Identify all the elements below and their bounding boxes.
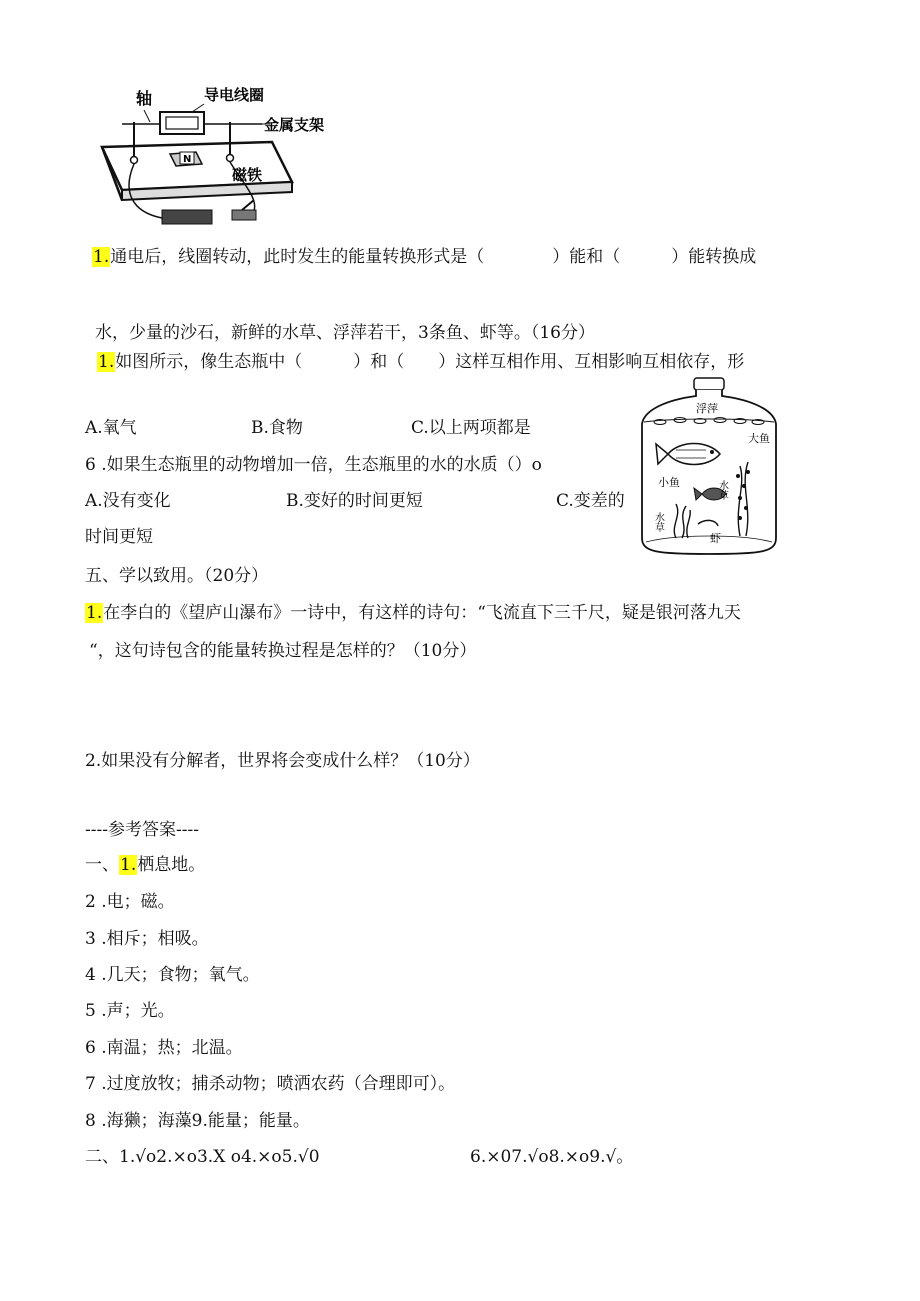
eco-intro: 水，少量的沙石，新鲜的水草、浮萍若干，3条鱼、虾等。（16分） (95, 323, 595, 343)
question-6: 6 .如果生态瓶里的动物增加一倍，生态瓶里的水的水质（）o (85, 455, 542, 475)
answer-4: 4 .几天；食物；氧气。 (85, 965, 260, 985)
answer-5: 5 .声；光。 (85, 1001, 175, 1021)
question-number: 1. (98, 352, 115, 372)
answer-section-2-left: 二、1.√o2.×o3.X o4.×o5.√0 (85, 1147, 320, 1167)
option-c: C.变差的 (556, 491, 625, 511)
answer-section-2-right: 6.×07.√o8.×o9.√。 (470, 1147, 634, 1167)
bracket-label: 金属支架 (264, 116, 325, 134)
answer-3: 3 .相斥；相吸。 (85, 929, 209, 949)
duckweed-label: 浮萍 (696, 402, 718, 415)
question-number: 1. (93, 247, 110, 267)
option-b: B.食物 (251, 418, 303, 438)
answer-number: 1. (120, 855, 137, 875)
section-5-heading: 五、学以致用。（20分） (85, 566, 269, 586)
answer-key-header: ----参考答案---- (85, 820, 199, 840)
question-motor (92, 246, 756, 268)
axis-label: 轴 (136, 89, 153, 108)
shrimp-label: 虾 (710, 532, 721, 545)
question-6-cont: 时间更短 (85, 527, 153, 547)
question-5-2: 2.如果没有分解者，世界将会变成什么样？（10分） (85, 751, 480, 771)
answer-7: 7 .过度放牧；捕杀动物；喷洒农药（合理即可）。 (85, 1074, 456, 1094)
answer-2: 2 .电；磁。 (85, 892, 175, 912)
option-a: A.氧气 (85, 418, 137, 438)
question-text: 在李白的《望庐山瀑布》一诗中，有这样的诗句：“飞流直下三千尺，疑是银河落九天 (103, 603, 741, 623)
big-fish-label: 大鱼 (748, 432, 770, 445)
answer-text: 栖息地。 (137, 855, 206, 875)
question-eco (97, 351, 744, 373)
question-5-1-cont: “，这句诗包含的能量转换过程是怎样的？（10分） (89, 641, 477, 661)
answer-1 (85, 854, 205, 876)
question-5-1 (85, 602, 741, 624)
option-b: B.变好的时间更短 (286, 491, 423, 511)
option-a: A.没有变化 (85, 491, 171, 511)
water-grass-label-1: 水草 (716, 480, 728, 500)
eco-bottle-diagram (636, 376, 782, 558)
answer-8: 8 .海獭；海藻9.能量；能量。 (85, 1111, 310, 1131)
question-text: 如图所示，像生态瓶中（ ）和（ ）这样互相作用、互相影响互相依存，形 (115, 352, 745, 372)
answer-6: 6 .南温；热；北温。 (85, 1038, 243, 1058)
question-number: 1. (86, 603, 103, 623)
question-text: 通电后，线圈转动，此时发生的能量转换形式是（ ）能和（ ）能转换成 (110, 247, 757, 267)
water-grass-label-2: 水草 (652, 512, 664, 532)
option-c: C.以上两项都是 (411, 418, 531, 438)
motor-diagram (92, 82, 352, 232)
magnet-label: 磁铁 (232, 166, 263, 184)
small-fish-label: 小鱼 (658, 476, 680, 489)
magnet-letter: N (183, 154, 192, 165)
answer-prefix: 一、 (85, 855, 119, 875)
coil-label: 导电线圈 (204, 86, 265, 104)
